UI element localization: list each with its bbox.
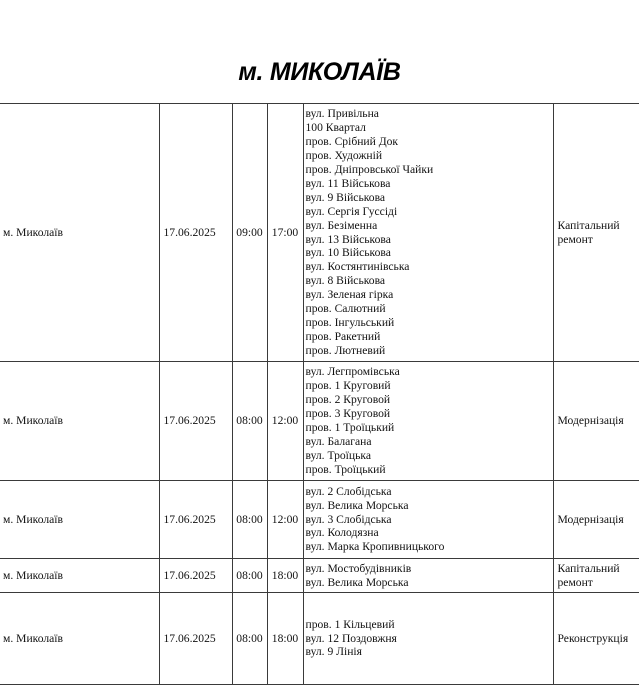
address-line: пров. 2 Круговой: [305, 393, 391, 407]
addresses-cell: [303, 593, 553, 685]
address-line: пров. Срібний Док: [305, 135, 399, 149]
table-row: [0, 104, 639, 362]
work-type-line: Модернізація: [557, 414, 624, 428]
address-line: вул. 13 Військова: [305, 232, 391, 246]
address-line: пров. 1 Круговий: [305, 379, 391, 393]
city-cell: м. Миколаїв: [0, 481, 159, 559]
address-line: вул. Костянтинівська: [305, 260, 410, 274]
address-line: вул. Велика Морська: [305, 575, 409, 589]
date-cell: 17.06.2025: [159, 481, 232, 559]
city-cell: м. Миколаїв: [0, 593, 159, 685]
city-cell: м. Миколаїв: [0, 362, 159, 481]
time-from-cell: 08:00: [232, 593, 267, 685]
work-type-line: Реконструкція: [557, 631, 629, 645]
table-row: [0, 481, 639, 559]
address-line: пров. 1 Кільцевий: [305, 617, 395, 631]
address-line: вул. 9 Військова: [305, 190, 386, 204]
address-line: пров. Салютний: [305, 302, 386, 316]
address-line: вул. Колодязна: [305, 526, 379, 540]
address-line: вул. 2 Слобідська: [305, 484, 392, 498]
table-row: [0, 593, 639, 685]
time-from-cell: 08:00: [232, 362, 267, 481]
address-line: вул. Зеленая гірка: [305, 288, 394, 302]
address-line: 100 Квартал: [305, 121, 366, 135]
address-line: вул. Привільна: [305, 107, 379, 121]
work-type-cell: [553, 593, 639, 685]
time-from-cell: 08:00: [232, 481, 267, 559]
time-to-cell: 18:00: [267, 559, 303, 593]
date-cell: 17.06.2025: [159, 593, 232, 685]
address-line: вул. Балагана: [305, 434, 372, 448]
address-line: пров. Лютневий: [305, 343, 386, 357]
work-type-cell: [553, 104, 639, 362]
addresses-cell: [303, 104, 553, 362]
address-line: вул. 3 Слобідська: [305, 512, 392, 526]
time-to-cell: 18:00: [267, 593, 303, 685]
addresses-cell: [303, 481, 553, 559]
city-cell: м. Миколаїв: [0, 559, 159, 593]
address-line: пров. 3 Круговой: [305, 407, 391, 421]
work-type-line: ремонт: [557, 575, 593, 589]
address-line: пров. Троїцький: [305, 462, 386, 476]
addresses-cell: [303, 362, 553, 481]
address-line: вул. Троїцька: [305, 448, 371, 462]
address-line: вул. Сергія Гуссіді: [305, 204, 398, 218]
address-line: вул. Легпромівська: [305, 365, 400, 379]
time-from-cell: 08:00: [232, 559, 267, 593]
page-title: м. МИКОЛАЇВ: [238, 58, 401, 86]
address-line: пров. Інгульський: [305, 315, 395, 329]
address-line: вул. Велика Морська: [305, 498, 409, 512]
address-line: пров. Ракетний: [305, 329, 381, 343]
work-type-line: Капітальний: [557, 218, 620, 232]
time-to-cell: 12:00: [267, 362, 303, 481]
address-line: пров. 1 Троїцький: [305, 421, 395, 434]
date-cell: 17.06.2025: [159, 362, 232, 481]
time-to-cell: 17:00: [267, 104, 303, 362]
work-type-line: ремонт: [557, 232, 593, 246]
outage-schedule-table: [0, 103, 639, 685]
work-type-line: Капітальний: [557, 561, 620, 575]
address-line: вул. 10 Військова: [305, 246, 391, 260]
time-to-cell: 12:00: [267, 481, 303, 559]
address-line: пров. Дніпровської Чайки: [305, 162, 434, 176]
date-cell: 17.06.2025: [159, 104, 232, 362]
address-line: вул. Мостобудівників: [305, 561, 412, 575]
work-type-line: Модернізація: [557, 512, 624, 526]
address-line: пров. Художній: [305, 149, 383, 163]
address-line: вул. 12 Поздовжня: [305, 631, 397, 645]
work-type-cell: [553, 362, 639, 481]
addresses-cell: [303, 559, 553, 593]
table-row: [0, 559, 639, 593]
table-row: [0, 362, 639, 481]
work-type-cell: [553, 559, 639, 593]
address-line: вул. Марка Кропивницького: [305, 540, 445, 554]
address-line: вул. 11 Військова: [305, 176, 391, 190]
time-from-cell: 09:00: [232, 104, 267, 362]
date-cell: 17.06.2025: [159, 559, 232, 593]
city-cell: м. Миколаїв: [0, 104, 159, 362]
address-line: вул. 9 Лінія: [305, 645, 362, 659]
address-line: вул. Безіменна: [305, 218, 378, 232]
work-type-cell: [553, 481, 639, 559]
address-line: вул. 8 Військова: [305, 274, 386, 288]
